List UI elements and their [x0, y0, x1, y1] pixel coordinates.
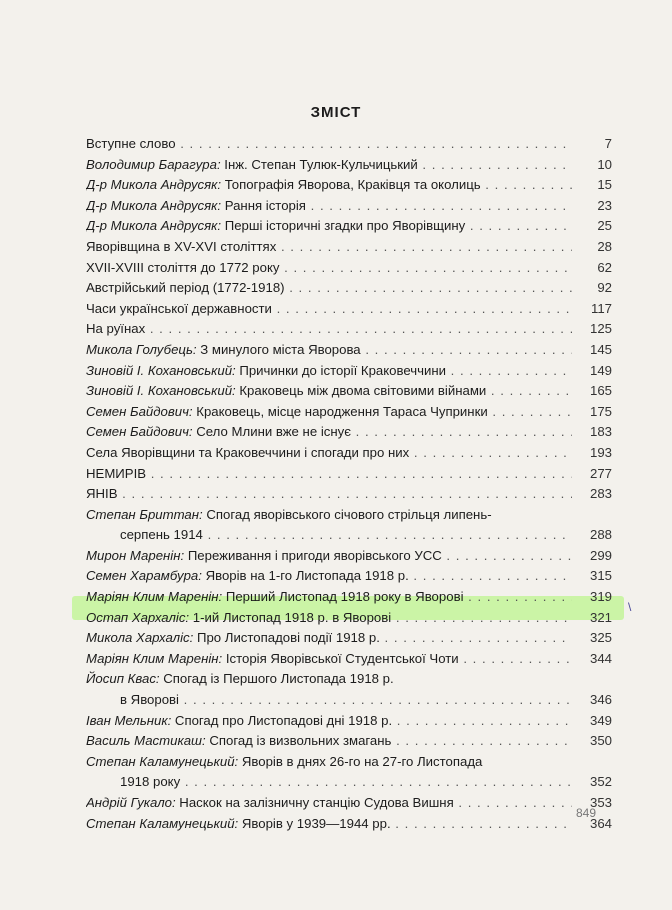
toc-entry-author: Маріян Клим Маренін:	[86, 650, 223, 666]
toc-entry-title: Про Листопадові події 1918 р.	[193, 630, 380, 646]
toc-entry-author: Остап Хархаліс:	[86, 609, 190, 625]
toc-entry-page: 28	[597, 238, 612, 254]
toc-entry-title: Вступне слово	[86, 136, 176, 151]
toc-entry	[86, 566, 612, 587]
toc-entry-text	[86, 649, 572, 670]
toc-entry-text	[86, 361, 572, 382]
toc-entry	[86, 361, 612, 382]
toc-entry-text	[86, 484, 572, 505]
toc-entry-page: 315	[589, 568, 612, 584]
toc-entry-title: Історія Яворівської Студентської Чоти	[222, 650, 459, 666]
toc-entry-text	[86, 155, 572, 176]
margin-pen-mark: \	[628, 600, 632, 614]
toc-entry-title: Спогад із визвольних змагань	[205, 733, 392, 749]
toc-entry-page: 353	[589, 795, 612, 810]
toc-entry-page: 193	[589, 444, 612, 460]
toc-entry-title: Австрійський період (1772-1918)	[86, 280, 285, 296]
toc-entry-author: Йосип Квас:	[86, 671, 160, 687]
toc-entry-text	[86, 402, 572, 423]
toc-entry	[86, 134, 612, 155]
toc-entry-page: 344	[589, 650, 612, 666]
toc-entry-page: 23	[597, 197, 612, 213]
toc-entry-author: Степан Каламунецький:	[86, 753, 239, 769]
toc-entry-title: Спогад яворівського січового стрільця липень-	[202, 506, 492, 522]
toc-entry	[86, 258, 612, 279]
toc-entry-page: 352	[589, 774, 612, 790]
toc-entry	[86, 237, 612, 258]
toc-entry-text	[86, 793, 572, 814]
toc-entry-text	[86, 628, 572, 649]
toc-entry-page: 117	[590, 300, 612, 316]
toc-entry-page: 321	[589, 609, 612, 625]
toc-entry	[86, 381, 612, 402]
toc-entry-title: 1-ий Листопад 1918 р. в Яворові	[189, 609, 392, 625]
toc-entry	[86, 443, 612, 464]
toc-entry	[86, 669, 612, 710]
toc-entry-page: 92	[597, 280, 612, 296]
toc-entry-text	[86, 258, 572, 279]
toc-entry-author: Семен Байдович:	[86, 403, 193, 419]
toc-entry-text	[86, 175, 572, 196]
toc-entry	[86, 464, 612, 485]
toc-entry	[86, 793, 612, 814]
toc-entry-author: Зиновій І. Кохановський:	[86, 383, 236, 399]
toc-entry-page: 165	[589, 383, 612, 399]
toc-entry-author: Д-р Микола Андрусяк:	[86, 177, 222, 193]
toc-entry-author: Маріян Клим Маренін:	[86, 589, 223, 605]
toc-entry-page: 325	[589, 630, 612, 646]
toc-entry-title-continued: серпень 1914 . . .	[120, 525, 572, 546]
toc-entry-page: 364	[589, 815, 612, 831]
toc-entry-title: Перші історичні згадки про Яворівщину	[221, 218, 466, 234]
toc-entry-title: Причинки до історії Краковеччини	[235, 362, 447, 378]
toc-entry	[86, 505, 612, 546]
toc-entry-page: 319	[589, 589, 612, 605]
toc-entry	[86, 299, 612, 320]
toc-entry-page: 283	[589, 486, 612, 502]
toc-entry	[86, 196, 612, 217]
toc-entry	[86, 402, 612, 423]
toc-entry-page: 175	[589, 403, 612, 419]
toc-entry-text	[86, 134, 572, 155]
toc-entry	[86, 484, 612, 505]
toc-entry-text	[86, 731, 572, 752]
toc-entry-page: 10	[597, 156, 612, 172]
toc-entry-title: Часи української державности	[86, 300, 272, 316]
toc-entry-title: Краковець між двома світовими війнами	[235, 383, 487, 399]
toc-entry-text	[86, 381, 572, 402]
toc-entry-text	[86, 237, 572, 258]
toc-entry-title: Рання історія	[221, 197, 306, 213]
toc-entry-page: 349	[589, 712, 612, 728]
toc-entry-page: 350	[589, 733, 612, 749]
toc-entry-text	[86, 422, 572, 443]
toc-entry-text	[86, 587, 572, 608]
toc-entry	[86, 319, 612, 340]
toc-entry-page: 149	[589, 362, 612, 378]
toc-entry	[86, 731, 612, 752]
toc-entry	[86, 340, 612, 361]
toc-entry-title: Спогад із Першого Листопада 1918 р.	[159, 671, 394, 687]
toc-entry-title: Переживання і пригоди яворівського УСС	[184, 547, 442, 563]
toc-entry-page: 277	[589, 465, 612, 481]
toc-entry-page: 145	[589, 341, 612, 357]
toc-entry-title: Яворів в днях 26-го на 27-го Листопада	[238, 753, 483, 769]
toc-entry-text	[86, 711, 572, 732]
toc-entry-title-continued: в Яворові . . .	[120, 690, 572, 711]
toc-entry-page: 346	[589, 692, 612, 708]
toc-entry-text	[86, 319, 572, 340]
toc-entry-title: Наскок на залізничну станцію Судова Вишня	[175, 795, 454, 810]
toc-entry-page: 15	[597, 177, 612, 193]
toc-entry-title: Топографія Яворова, Краківця та околиць	[221, 177, 481, 193]
toc-entry-author: Микола Хархаліс:	[86, 630, 194, 646]
toc-entry-page: 299	[589, 547, 612, 563]
toc-entry	[86, 546, 612, 567]
toc-entry	[86, 155, 612, 176]
page-title: ЗМІСТ	[310, 104, 362, 121]
toc-entry-text	[86, 340, 572, 361]
toc-entry	[86, 608, 612, 629]
toc-entry-page: 25	[597, 218, 612, 234]
toc-entry-text	[86, 196, 572, 217]
toc-entry-author: Степан Каламунецький:	[86, 815, 239, 831]
toc-entry	[86, 752, 612, 793]
toc-entry-author: Василь Мастикаш:	[86, 733, 206, 749]
toc-entry	[86, 649, 612, 670]
toc-entry-title: Яворівщина в XV-XVI століттях	[86, 238, 277, 254]
toc-entry-page: 288	[589, 527, 612, 543]
toc-entry	[86, 175, 612, 196]
toc-entry-title: На руїнах	[86, 321, 146, 337]
toc-entry	[86, 216, 612, 237]
toc-entry	[86, 278, 612, 299]
toc-entry	[86, 814, 612, 835]
toc-entry-page: 125	[589, 321, 612, 337]
toc-entry-title: Яворів на 1-го Листопада 1918 р.	[201, 568, 409, 584]
toc-entry-text	[86, 216, 572, 237]
toc-entry-title: Яворів у 1939—1944 рр.	[238, 815, 391, 831]
toc-entry	[86, 628, 612, 649]
toc-entry-title: НЕМИРІВ	[86, 465, 147, 481]
toc-entry-author: Іван Мельник:	[86, 712, 172, 728]
toc-entry-title: ЯНІВ	[86, 486, 118, 502]
toc-entry-title: XVII-XVIII століття до 1772 року	[86, 259, 280, 275]
toc-entry-author: Степан Бриттан:	[86, 506, 203, 522]
toc-entry-page: 7	[604, 136, 612, 151]
toc-entry	[86, 711, 612, 732]
toc-entry-author: Володимир Барагура:	[86, 156, 221, 172]
toc-entry-author: Семен Харамбура:	[86, 568, 202, 584]
toc-entry-author: Д-р Микола Андрусяк:	[86, 218, 222, 234]
toc-entry-title: Село Млини вже не існує	[192, 424, 351, 440]
toc-entry-text	[86, 608, 572, 629]
toc-entry-title: Спогад про Листопадові дні 1918 р.	[171, 712, 393, 728]
toc-entry-text	[86, 546, 572, 567]
toc-entry-page: 62	[597, 259, 612, 275]
toc-entry-text	[86, 566, 572, 587]
toc-entry-author: Зиновій І. Кохановський:	[86, 362, 236, 378]
toc-entry-title: Перший Листопад 1918 року в Яворові	[222, 589, 464, 605]
table-of-contents	[86, 134, 612, 834]
toc-entry-text	[86, 464, 572, 485]
toc-entry-title: Краковець, місце народження Тараса Чупринки	[192, 403, 488, 419]
toc-entry-title: Інж. Степан Тулюк-Кульчицький	[220, 156, 418, 172]
toc-entry-author: Микола Голубець:	[86, 341, 197, 357]
toc-entry-title-continued: 1918 року . . .	[120, 772, 572, 793]
toc-entry-author: Д-р Микола Андрусяк:	[86, 197, 222, 213]
toc-entry-text	[86, 443, 572, 464]
toc-entry	[86, 587, 612, 608]
toc-entry-title: Села Яворівщини та Краковеччини і спогади про них	[86, 444, 410, 460]
toc-entry	[86, 422, 612, 443]
toc-entry-author: Андрій Гукало:	[86, 795, 176, 810]
toc-entry-text	[86, 814, 572, 835]
toc-entry-page: 183	[589, 424, 612, 440]
toc-entry-text	[86, 278, 572, 299]
toc-entry-author: Мирон Маренін:	[86, 547, 185, 563]
toc-entry-text	[86, 299, 572, 320]
page-number: 849	[576, 806, 597, 820]
toc-entry-title: З минулого міста Яворова	[196, 341, 361, 357]
toc-entry-author: Семен Байдович:	[86, 424, 193, 440]
